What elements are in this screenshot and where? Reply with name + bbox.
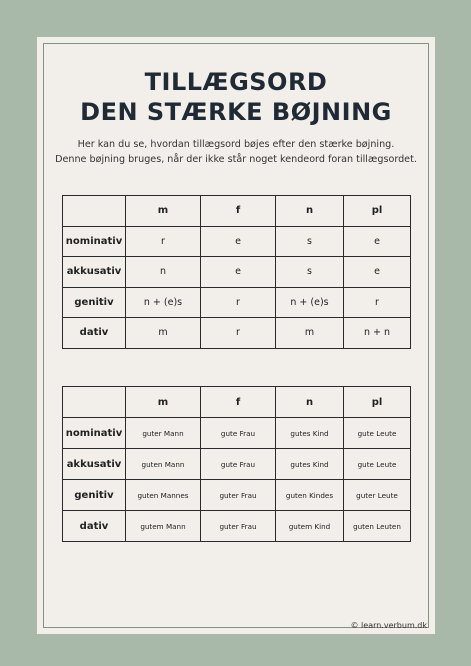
page-title <box>37 67 435 127</box>
table-cell: s <box>276 226 344 257</box>
row-label: nominativ <box>63 418 126 449</box>
table-cell: gute Leute <box>344 449 411 480</box>
header-cell-m: m <box>126 387 201 418</box>
table-cell: r <box>344 287 411 318</box>
table-cell: gute Frau <box>201 418 276 449</box>
table-row <box>63 480 411 511</box>
table-cell: guten Leuten <box>344 511 411 542</box>
header-cell-pl: pl <box>344 196 411 227</box>
table-header-row <box>63 387 411 418</box>
endings-table <box>62 195 411 349</box>
row-label: akkusativ <box>63 257 126 288</box>
worksheet-card <box>37 37 435 634</box>
table-header-row <box>63 196 411 227</box>
row-label: dativ <box>63 511 126 542</box>
table-cell: guter Mann <box>126 418 201 449</box>
header-cell-m: m <box>126 196 201 227</box>
table-cell: gutes Kind <box>276 418 344 449</box>
table-row <box>63 257 411 288</box>
table-row <box>63 226 411 257</box>
table-cell: n + n <box>344 318 411 349</box>
title-line-1: TILLÆGSORD <box>144 68 328 96</box>
header-cell-pl: pl <box>344 387 411 418</box>
header-cell-f: f <box>201 196 276 227</box>
table-row <box>63 287 411 318</box>
table-cell: gute Frau <box>201 449 276 480</box>
table-cell: gutem Kind <box>276 511 344 542</box>
header-cell <box>63 387 126 418</box>
title-line-2: DEN STÆRKE BØJNING <box>80 98 392 126</box>
table-row <box>63 318 411 349</box>
table-cell: guter Frau <box>201 480 276 511</box>
table-cell: guter Frau <box>201 511 276 542</box>
table-cell: r <box>126 226 201 257</box>
table-row <box>63 449 411 480</box>
table-cell: guten Mannes <box>126 480 201 511</box>
table-cell: guter Leute <box>344 480 411 511</box>
footer-credit: © learn.verbum.dk <box>350 621 427 630</box>
header-cell-n: n <box>276 196 344 227</box>
table-cell: n + (e)s <box>276 287 344 318</box>
table-cell: r <box>201 318 276 349</box>
intro-text <box>55 137 417 167</box>
table-cell: n <box>126 257 201 288</box>
table-cell: n + (e)s <box>126 287 201 318</box>
table-cell: guten Mann <box>126 449 201 480</box>
table-cell: m <box>276 318 344 349</box>
table-cell: guten Kindes <box>276 480 344 511</box>
row-label: nominativ <box>63 226 126 257</box>
header-cell <box>63 196 126 227</box>
table-cell: gutem Mann <box>126 511 201 542</box>
row-label: genitiv <box>63 480 126 511</box>
intro-line-2: Denne bøjning bruges, når der ikke står noget kendeord foran tillægsordet. <box>55 154 417 165</box>
table-row <box>63 418 411 449</box>
table-cell: e <box>344 226 411 257</box>
table-cell: gute Leute <box>344 418 411 449</box>
row-label: genitiv <box>63 287 126 318</box>
table-cell: gutes Kind <box>276 449 344 480</box>
header-cell-f: f <box>201 387 276 418</box>
row-label: akkusativ <box>63 449 126 480</box>
table-cell: r <box>201 287 276 318</box>
table-cell: e <box>201 226 276 257</box>
examples-table <box>62 386 411 542</box>
intro-line-1: Her kan du se, hvordan tillægsord bøjes efter den stærke bøjning. <box>77 139 395 150</box>
table-cell: s <box>276 257 344 288</box>
table-cell: m <box>126 318 201 349</box>
table-cell: e <box>201 257 276 288</box>
header-cell-n: n <box>276 387 344 418</box>
table-cell: e <box>344 257 411 288</box>
table-row <box>63 511 411 542</box>
row-label: dativ <box>63 318 126 349</box>
